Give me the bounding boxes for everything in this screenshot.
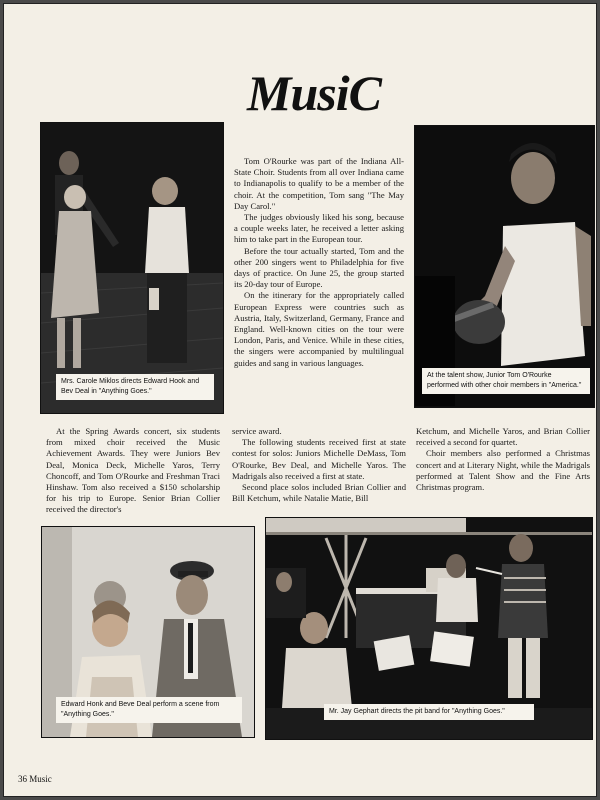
awards-column-2 — [232, 426, 406, 504]
story-paragraph: Tom O'Rourke was part of the Indiana All-State Choir. Students from all over Indiana came to Indianapolis to qualify to be a member of the choir. At the competition, Tom sang "The May Day Carol." — [234, 156, 404, 211]
story-paragraph: Choir members also performed a Christmas concert and at Literary Night, while the Madrigals performed at Talent Show and the Fine Arts Christmas program. — [416, 448, 590, 493]
story-paragraph: Second place solos included Brian Collier and Bill Ketchum, while Natalie Matie, Bill — [232, 482, 406, 504]
story-paragraph: The following students received first at state contest for solos: Juniors Michelle DeMass, Tom O'Rourke, Bev Deal, and Michelle Yaros. The Madrigals also received a first at state. — [232, 437, 406, 481]
story-paragraph: On the itinerary for the appropriately called European Express were countries such as Austria, Italy, Switzerland, Germany, France and England. Well-known cities on the tour were London, Paris, and Venice. While in these cities, the singers were accompanied by multilingual guides and sang in various languages. — [234, 290, 404, 368]
yearbook-page — [3, 3, 597, 797]
story-column-middle — [234, 156, 404, 369]
story-paragraph: Ketchum, and Michelle Yaros, and Brian Collier received a second for quartet. — [416, 426, 590, 448]
photo-rehearsal — [40, 122, 224, 414]
caption-scene: Edward Honk and Beve Deal perform a scene from "Anything Goes." — [56, 697, 242, 723]
story-paragraph: Before the tour actually started, Tom and the other 200 singers went to Philadelphia for five days of practice. On June 25, the group started its 20-day tour of Europe. — [234, 245, 404, 290]
caption-pit-band: Mr. Jay Gephart directs the pit band for "Anything Goes." — [324, 704, 534, 720]
awards-column-3 — [416, 426, 590, 493]
story-paragraph: At the Spring Awards concert, six students from mixed choir received the Music Achievement Awards. They were Juniors Bev Deal, Monica Deck, Michelle Yaros, Terry Choncoff, and Tom O'Rourke and Freshman Traci Hinshaw. Tom also received a $150 scholarship for his trip to Europe. Senior Brian Collier received the director's — [46, 426, 220, 515]
story-paragraph: The judges obviously liked his song, because a couple weeks later, he received a letter asking him to take part in the European tour. — [234, 212, 404, 245]
page-folio: 36 Music — [18, 774, 52, 784]
caption-guitar-player: At the talent show, Junior Tom O'Rourke performed with other choir members in "America." — [422, 368, 590, 394]
photo-guitar-player — [414, 125, 595, 408]
awards-column-1 — [46, 426, 220, 516]
caption-rehearsal: Mrs. Carole Miklos directs Edward Hook and Bev Deal in "Anything Goes." — [56, 374, 214, 400]
page-title: MusiC — [247, 65, 381, 121]
story-paragraph: service award. — [232, 426, 282, 436]
